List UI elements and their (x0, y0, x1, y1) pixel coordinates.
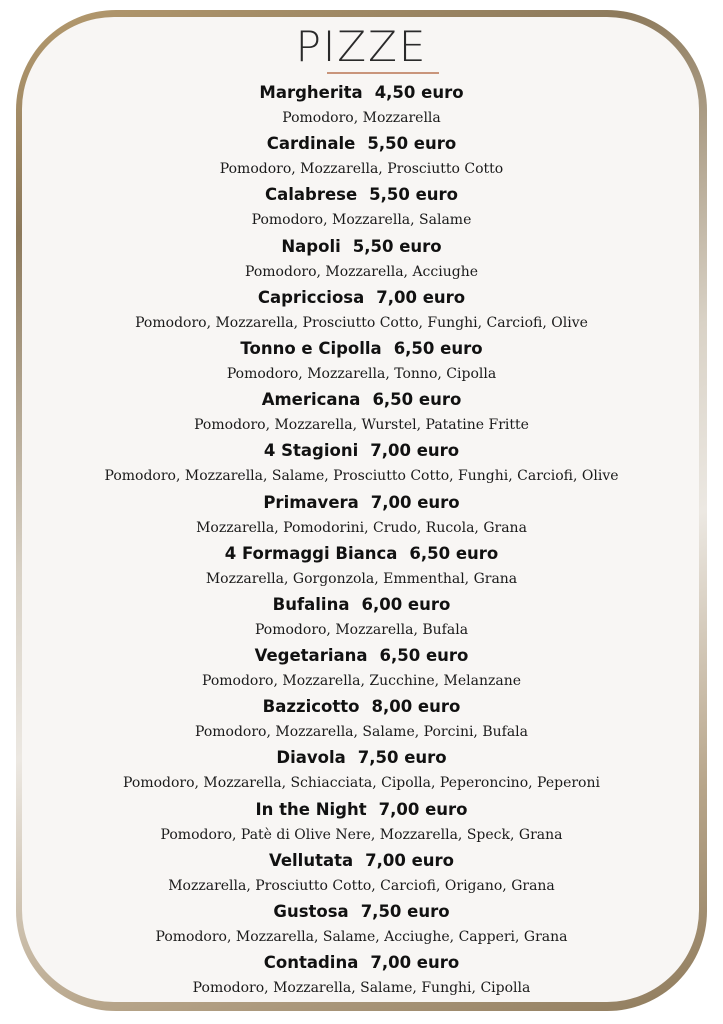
pizza-name: In the Night (255, 799, 367, 819)
pizza-name: Diavola (276, 748, 346, 768)
menu-item (0, 335, 723, 386)
pizza-ingredients: Pomodoro, Mozzarella, Tonno, Cipolla (226, 365, 497, 382)
pizza-price: 6,00 euro (361, 594, 451, 614)
menu-item (0, 79, 723, 130)
pizza-list (0, 79, 723, 1000)
pizza-ingredients: Pomodoro, Mozzarella, Prosciutto Cotto (219, 161, 504, 178)
pizza-name: Margherita (259, 83, 363, 102)
pizza-name: Vegetariana (254, 646, 368, 666)
pizza-name: Tonno e Cipolla (240, 338, 382, 358)
pizza-name: 4 Formaggi Bianca (224, 543, 398, 563)
pizza-price: 4,50 euro (374, 83, 464, 102)
pizza-heading (0, 693, 723, 721)
pizza-ingredients: Pomodoro, Mozzarella, Salame, Acciughe, Capperi, Grana (155, 929, 568, 945)
pizza-heading (0, 233, 723, 261)
pizza-name: Capricciosa (257, 287, 365, 307)
pizza-heading (0, 130, 723, 158)
pizza-heading (0, 642, 723, 670)
pizza-price: 5,50 euro (352, 236, 442, 256)
pizza-heading (0, 437, 723, 465)
menu-item (0, 949, 723, 1000)
pizza-price: 6,50 euro (393, 338, 483, 358)
pizza-name: Bazzicotto (262, 697, 360, 717)
pizza-name: Cardinale (266, 134, 356, 154)
pizza-price: 7,50 euro (357, 748, 447, 768)
pizza-ingredients: Pomodoro, Mozzarella, Prosciutto Cotto, Funghi, Carciofi, Olive (135, 314, 588, 331)
pizza-heading (0, 796, 723, 824)
menu-item (0, 540, 723, 591)
pizza-ingredients: Pomodoro, Mozzarella, Salame, Prosciutto Cotto, Funghi, Carciofi, Olive (104, 468, 619, 485)
menu-item (0, 796, 723, 847)
pizza-ingredients: Pomodoro, Mozzarella, Zucchine, Melanzane (201, 673, 522, 690)
pizza-price: 6,50 euro (379, 646, 469, 666)
pizza-heading (0, 284, 723, 312)
pizza-heading (0, 489, 723, 517)
pizza-ingredients: Mozzarella, Prosciutto Cotto, Carciofi, Origano, Grana (168, 877, 555, 894)
pizza-price: 6,50 euro (372, 390, 462, 410)
menu-item (0, 437, 723, 488)
pizza-price: 5,50 euro (369, 185, 459, 205)
pizza-heading (0, 847, 723, 875)
menu-item (0, 233, 723, 284)
pizza-heading (0, 79, 723, 107)
pizza-name: Primavera (263, 492, 359, 512)
pizza-name: Americana (261, 390, 361, 410)
pizza-price: 7,00 euro (370, 953, 460, 973)
pizza-ingredients: Pomodoro, Mozzarella, Salame, Porcini, Bufala (194, 724, 528, 741)
pizza-price: 8,00 euro (371, 697, 461, 717)
pizza-ingredients: Pomodoro, Mozzarella, Salame, Funghi, Cipolla (192, 980, 531, 997)
pizza-heading (0, 949, 723, 977)
pizza-name: Bufalina (272, 594, 350, 614)
menu-item (0, 130, 723, 181)
menu-item (0, 744, 723, 795)
title-underline (327, 72, 439, 74)
pizza-ingredients: Pomodoro, Mozzarella, Schiacciata, Cipolla, Peperoncino, Peperoni (123, 775, 600, 792)
pizza-price: 7,00 euro (370, 492, 460, 512)
pizza-name: 4 Stagioni (263, 441, 359, 461)
pizza-name: Napoli (281, 236, 341, 256)
pizza-heading (0, 591, 723, 619)
menu-item (0, 284, 723, 335)
menu-item (0, 386, 723, 437)
pizza-heading (0, 386, 723, 414)
pizza-ingredients: Pomodoro, Mozzarella, Wurstel, Patatine Fritte (194, 417, 529, 434)
menu-item (0, 847, 723, 898)
menu-item (0, 591, 723, 642)
pizza-ingredients: Pomodoro, Mozzarella, Salame (251, 212, 472, 229)
pizza-ingredients: Pomodoro, Mozzarella (282, 110, 441, 126)
pizza-price: 7,50 euro (360, 902, 450, 921)
pizza-ingredients: Pomodoro, Mozzarella, Bufala (254, 621, 469, 638)
pizza-price: 5,50 euro (367, 134, 457, 154)
pizza-name: Vellutata (268, 850, 354, 870)
pizza-heading (0, 744, 723, 772)
menu-item (0, 642, 723, 693)
pizza-ingredients: Pomodoro, Patè di Olive Nere, Mozzarella, Speck, Grana (160, 826, 563, 843)
pizza-heading (0, 335, 723, 363)
pizza-ingredients: Mozzarella, Gorgonzola, Emmenthal, Grana (205, 570, 518, 587)
menu-item (0, 898, 723, 949)
pizza-price: 7,00 euro (370, 441, 460, 461)
pizza-heading (0, 181, 723, 209)
pizza-price: 7,00 euro (365, 850, 455, 870)
pizza-name: Calabrese (264, 185, 358, 205)
menu-item (0, 489, 723, 540)
pizza-ingredients: Pomodoro, Mozzarella, Acciughe (245, 263, 478, 280)
pizza-heading (0, 540, 723, 568)
menu-item (0, 693, 723, 744)
pizza-name: Gustosa (273, 902, 349, 921)
pizza-ingredients: Mozzarella, Pomodorini, Crudo, Rucola, Grana (196, 519, 527, 536)
menu-item (0, 181, 723, 232)
pizza-name: Contadina (263, 953, 359, 973)
page-title: PIZZE (295, 22, 428, 71)
pizza-price: 6,50 euro (409, 543, 499, 563)
pizza-price: 7,00 euro (376, 287, 466, 307)
pizza-price: 7,00 euro (378, 799, 468, 819)
pizza-heading (0, 898, 723, 926)
